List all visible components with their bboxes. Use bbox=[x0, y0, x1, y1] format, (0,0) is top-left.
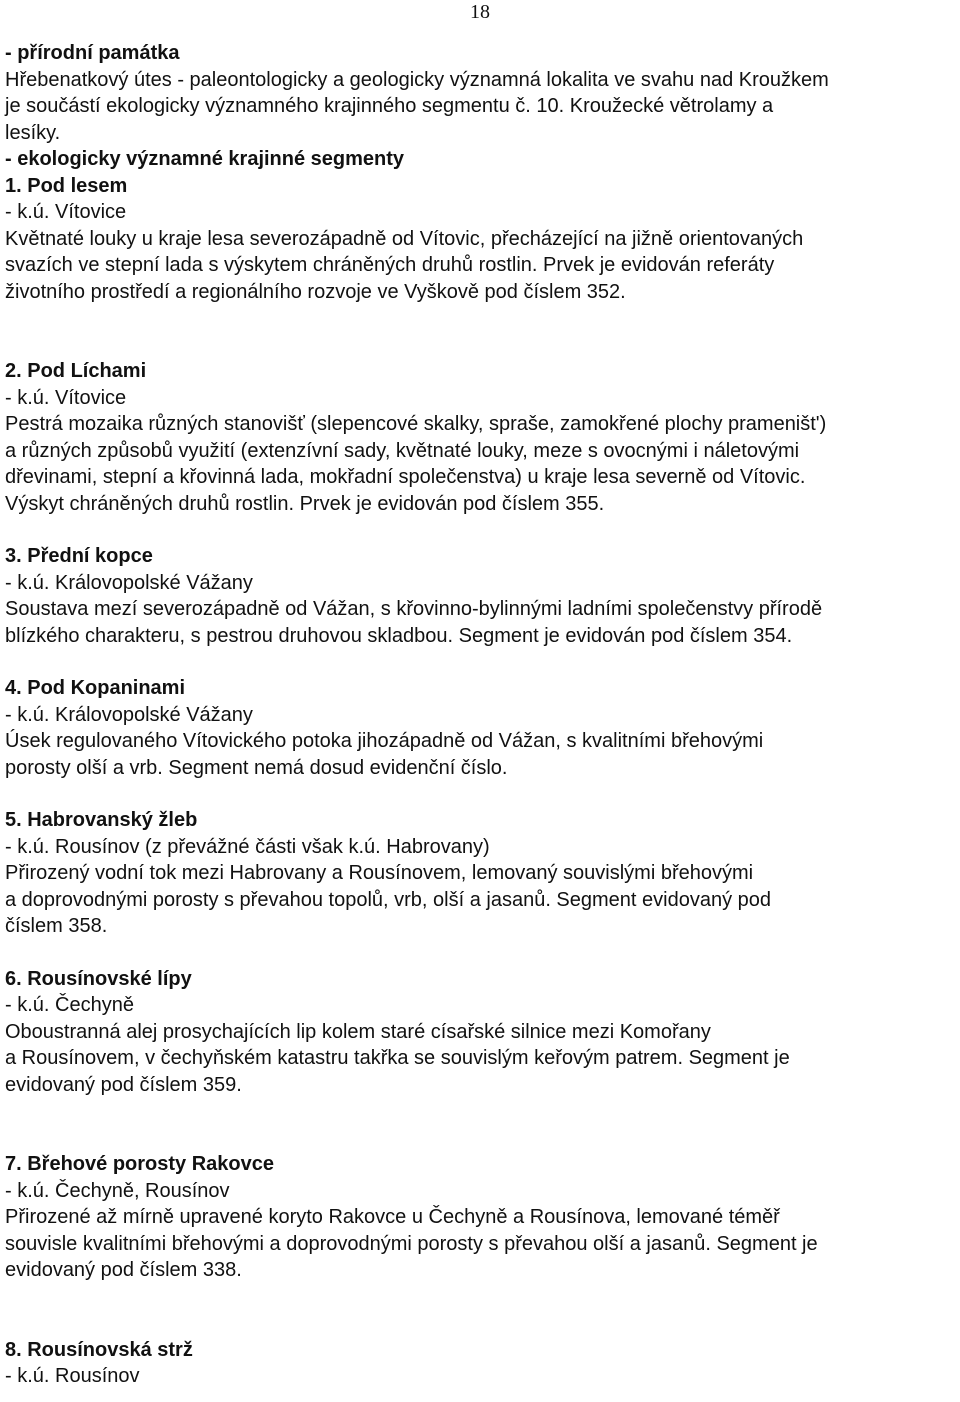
segment-title: 3. Přední kopce bbox=[5, 545, 153, 567]
segment-text-line: evidovaný pod číslem 359. bbox=[5, 1073, 242, 1096]
segments-heading: - ekologicky významné krajinné segmenty bbox=[5, 148, 405, 170]
segment-text-line: Oboustranná alej prosychajících lip kolem staré císařské silnice mezi Komořany bbox=[5, 1020, 711, 1043]
segment-title: 6. Rousínovské lípy bbox=[5, 967, 192, 990]
segment-text-line: dřevinami, stepní a křovinná lada, mokřadní společenstva) u kraje lesa severně od Vítovic. bbox=[5, 466, 806, 488]
segment-text-line: Soustava mezí severozápadně od Vážan, s křovinno-bylinnými ladními společenstvy přírodě bbox=[5, 598, 823, 620]
spacer bbox=[5, 517, 955, 543]
intro-text-line: je součástí ekologicky významného krajinného segmentu č. 10. Kroužecké větrolamy a bbox=[5, 95, 774, 117]
spacer bbox=[5, 649, 955, 675]
segment-title: 5. Habrovanský žleb bbox=[5, 809, 198, 831]
segment-cadastre: - k.ú. Královopolské Vážany bbox=[5, 703, 253, 726]
segment-cadastre: - k.ú. Čechyně bbox=[5, 994, 134, 1016]
intro-text-line: Hřebenatkový útes - paleontologicky a geologicky významná lokalita ve svahu nad Kroužkem bbox=[5, 68, 829, 91]
intro-heading: - přírodní památka bbox=[5, 42, 180, 64]
segment-text-line: a doprovodnými porosty s převahou topolů, vrb, olší a jasanů. Segment evidovaný pod bbox=[5, 888, 772, 911]
spacer bbox=[5, 1284, 955, 1337]
segment-text-line: a různých způsobů využití (extenzívní sady, květnaté louky, meze s ovocnými i náletovými bbox=[5, 439, 800, 462]
segment-title: 4. Pod Kopaninami bbox=[5, 677, 186, 699]
segment-cadastre: - k.ú. Vítovice bbox=[5, 201, 127, 223]
segment-text-line: Přirozené až mírně upravené koryto Rakovce u Čechyně a Rousínova, lemované téměř bbox=[5, 1206, 780, 1228]
segment-title: 8. Rousínovská strž bbox=[5, 1338, 193, 1361]
segment-title: 1. Pod lesem bbox=[5, 174, 128, 197]
segment-text-line: Úsek regulovaného Vítovického potoka jihozápadně od Vážan, s kvalitními břehovými bbox=[5, 730, 764, 752]
segment-text-line: porosty olší a vrb. Segment nemá dosud evidenční číslo. bbox=[5, 756, 508, 779]
segment-text-line: Pestrá mozaika různých stanovišť (slepencové skalky, spraše, zamokřené plochy prameništ') bbox=[5, 413, 827, 435]
spacer bbox=[5, 305, 955, 358]
segment-text-line: blízkého charakteru, s pestrou druhovou skladbou. Segment je evidován pod číslem 354. bbox=[5, 624, 793, 647]
segment-cadastre: - k.ú. Rousínov bbox=[5, 1365, 140, 1387]
spacer bbox=[5, 781, 955, 807]
segment-text-line: životního prostředí a regionálního rozvoje ve Vyškově pod číslem 352. bbox=[5, 280, 626, 303]
segment-text-line: evidovaný pod číslem 338. bbox=[5, 1259, 242, 1281]
segment-text-line: svazích ve stepní lada s výskytem chráněných druhů rostlin. Prvek je evidován referáty bbox=[5, 254, 775, 276]
segment-cadastre: - k.ú. Vítovice bbox=[5, 386, 127, 409]
spacer bbox=[5, 940, 955, 966]
segment-text-line: číslem 358. bbox=[5, 915, 108, 937]
intro-text-line: lesíky. bbox=[5, 121, 61, 144]
segment-title: 2. Pod Líchami bbox=[5, 360, 147, 382]
segment-text-line: souvisle kvalitními břehovými a doprovodnými porosty s převahou olší a jasanů. Segment je bbox=[5, 1232, 818, 1255]
page-number: 18 bbox=[470, 1, 490, 23]
segment-text-line: Výskyt chráněných druhů rostlin. Prvek je evidován pod číslem 355. bbox=[5, 492, 605, 515]
segment-text-line: a Rousínovem, v čechyňském katastru takřka se souvislým keřovým patrem. Segment je bbox=[5, 1047, 790, 1069]
segment-cadastre: - k.ú. Královopolské Vážany bbox=[5, 571, 253, 594]
segment-cadastre: - k.ú. Rousínov (z převážné části však k.ú. Habrovany) bbox=[5, 835, 490, 858]
segment-text-line: Květnaté louky u kraje lesa severozápadně od Vítovic, přecházející na jižně orientovaných bbox=[5, 227, 804, 250]
segment-cadastre: - k.ú. Čechyně, Rousínov bbox=[5, 1179, 230, 1202]
segment-title: 7. Břehové porosty Rakovce bbox=[5, 1153, 274, 1175]
spacer bbox=[5, 1098, 955, 1151]
segment-text-line: Přirozený vodní tok mezi Habrovany a Rousínovem, lemovaný souvislými břehovými bbox=[5, 862, 754, 884]
document-body bbox=[5, 40, 955, 1390]
